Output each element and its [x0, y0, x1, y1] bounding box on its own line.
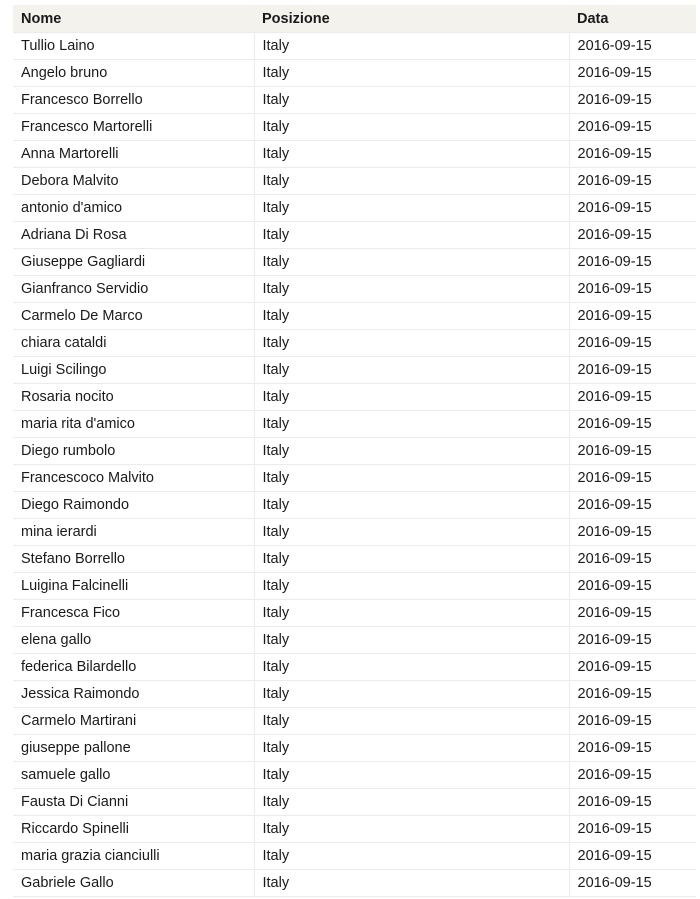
cell-position: Italy [254, 708, 569, 735]
cell-date: 2016-09-15 [569, 33, 696, 60]
cell-position: Italy [254, 303, 569, 330]
table-row [13, 789, 696, 816]
cell-name: Francesco Borrello [13, 87, 254, 114]
table-row [13, 546, 696, 573]
cell-position: Italy [254, 168, 569, 195]
cell-name: Fausta Di Cianni [13, 789, 254, 816]
table-row [13, 276, 696, 303]
cell-position: Italy [254, 546, 569, 573]
cell-name: Adriana Di Rosa [13, 222, 254, 249]
cell-position: Italy [254, 870, 569, 897]
header-row [13, 5, 696, 33]
cell-position: Italy [254, 141, 569, 168]
cell-date: 2016-09-15 [569, 276, 696, 303]
table-row [13, 195, 696, 222]
cell-name: Riccardo Spinelli [13, 816, 254, 843]
table-row [13, 168, 696, 195]
cell-position: Italy [254, 195, 569, 222]
table-row [13, 60, 696, 87]
cell-position: Italy [254, 411, 569, 438]
participants-table-container [13, 5, 696, 897]
table-row [13, 141, 696, 168]
table-row [13, 222, 696, 249]
cell-name: Francesca Fico [13, 600, 254, 627]
cell-position: Italy [254, 222, 569, 249]
cell-name: Diego Raimondo [13, 492, 254, 519]
cell-position: Italy [254, 357, 569, 384]
cell-position: Italy [254, 519, 569, 546]
cell-name: Luigi Scilingo [13, 357, 254, 384]
cell-date: 2016-09-15 [569, 141, 696, 168]
table-row [13, 411, 696, 438]
cell-position: Italy [254, 330, 569, 357]
cell-date: 2016-09-15 [569, 573, 696, 600]
table-row [13, 357, 696, 384]
cell-date: 2016-09-15 [569, 60, 696, 87]
table-row [13, 816, 696, 843]
cell-name: chiara cataldi [13, 330, 254, 357]
cell-date: 2016-09-15 [569, 249, 696, 276]
cell-name: Tullio Laino [13, 33, 254, 60]
cell-name: elena gallo [13, 627, 254, 654]
cell-position: Italy [254, 33, 569, 60]
cell-position: Italy [254, 249, 569, 276]
cell-date: 2016-09-15 [569, 168, 696, 195]
cell-name: Giuseppe Gagliardi [13, 249, 254, 276]
table-row [13, 735, 696, 762]
cell-date: 2016-09-15 [569, 546, 696, 573]
cell-name: Debora Malvito [13, 168, 254, 195]
table-row [13, 438, 696, 465]
cell-date: 2016-09-15 [569, 330, 696, 357]
cell-position: Italy [254, 627, 569, 654]
cell-position: Italy [254, 438, 569, 465]
cell-date: 2016-09-15 [569, 303, 696, 330]
cell-name: Luigina Falcinelli [13, 573, 254, 600]
table-row [13, 762, 696, 789]
cell-name: maria grazia cianciulli [13, 843, 254, 870]
table-row [13, 627, 696, 654]
column-header-name[interactable]: Nome [13, 5, 254, 33]
cell-name: Gabriele Gallo [13, 870, 254, 897]
cell-date: 2016-09-15 [569, 519, 696, 546]
cell-name: Anna Martorelli [13, 141, 254, 168]
cell-name: Angelo bruno [13, 60, 254, 87]
cell-position: Italy [254, 654, 569, 681]
table-row [13, 600, 696, 627]
cell-name: mina ierardi [13, 519, 254, 546]
cell-position: Italy [254, 816, 569, 843]
cell-name: federica Bilardello [13, 654, 254, 681]
table-row [13, 573, 696, 600]
cell-position: Italy [254, 465, 569, 492]
table-row [13, 654, 696, 681]
cell-position: Italy [254, 681, 569, 708]
table-row [13, 303, 696, 330]
cell-date: 2016-09-15 [569, 843, 696, 870]
cell-name: giuseppe pallone [13, 735, 254, 762]
cell-name: antonio d'amico [13, 195, 254, 222]
cell-position: Italy [254, 789, 569, 816]
column-header-position[interactable]: Posizione [254, 5, 569, 33]
cell-position: Italy [254, 87, 569, 114]
cell-date: 2016-09-15 [569, 600, 696, 627]
cell-name: Carmelo De Marco [13, 303, 254, 330]
cell-position: Italy [254, 573, 569, 600]
cell-date: 2016-09-15 [569, 411, 696, 438]
cell-name: Carmelo Martirani [13, 708, 254, 735]
cell-name: samuele gallo [13, 762, 254, 789]
table-row [13, 465, 696, 492]
cell-position: Italy [254, 492, 569, 519]
cell-date: 2016-09-15 [569, 870, 696, 897]
cell-position: Italy [254, 600, 569, 627]
table-row [13, 681, 696, 708]
cell-position: Italy [254, 114, 569, 141]
table-row [13, 492, 696, 519]
table-row [13, 519, 696, 546]
cell-name: Rosaria nocito [13, 384, 254, 411]
cell-name: maria rita d'amico [13, 411, 254, 438]
cell-date: 2016-09-15 [569, 195, 696, 222]
cell-name: Gianfranco Servidio [13, 276, 254, 303]
table-row [13, 87, 696, 114]
cell-date: 2016-09-15 [569, 762, 696, 789]
cell-date: 2016-09-15 [569, 87, 696, 114]
cell-name: Francescoco Malvito [13, 465, 254, 492]
cell-position: Italy [254, 384, 569, 411]
table-row [13, 330, 696, 357]
cell-date: 2016-09-15 [569, 492, 696, 519]
cell-name: Stefano Borrello [13, 546, 254, 573]
table-row [13, 843, 696, 870]
cell-date: 2016-09-15 [569, 627, 696, 654]
cell-date: 2016-09-15 [569, 789, 696, 816]
cell-name: Francesco Martorelli [13, 114, 254, 141]
cell-date: 2016-09-15 [569, 708, 696, 735]
cell-date: 2016-09-15 [569, 681, 696, 708]
table-row [13, 870, 696, 897]
cell-date: 2016-09-15 [569, 438, 696, 465]
cell-date: 2016-09-15 [569, 384, 696, 411]
table-header [13, 5, 696, 33]
cell-position: Italy [254, 735, 569, 762]
cell-date: 2016-09-15 [569, 222, 696, 249]
cell-position: Italy [254, 276, 569, 303]
cell-position: Italy [254, 843, 569, 870]
table-row [13, 33, 696, 60]
cell-date: 2016-09-15 [569, 357, 696, 384]
cell-position: Italy [254, 60, 569, 87]
cell-name: Jessica Raimondo [13, 681, 254, 708]
cell-date: 2016-09-15 [569, 465, 696, 492]
table-row [13, 708, 696, 735]
cell-date: 2016-09-15 [569, 735, 696, 762]
cell-date: 2016-09-15 [569, 816, 696, 843]
table-body [13, 33, 696, 897]
table-row [13, 114, 696, 141]
cell-date: 2016-09-15 [569, 654, 696, 681]
cell-date: 2016-09-15 [569, 114, 696, 141]
cell-position: Italy [254, 762, 569, 789]
table-row [13, 249, 696, 276]
cell-name: Diego rumbolo [13, 438, 254, 465]
column-header-date[interactable]: Data [569, 5, 696, 33]
table-row [13, 384, 696, 411]
participants-table [13, 5, 696, 897]
